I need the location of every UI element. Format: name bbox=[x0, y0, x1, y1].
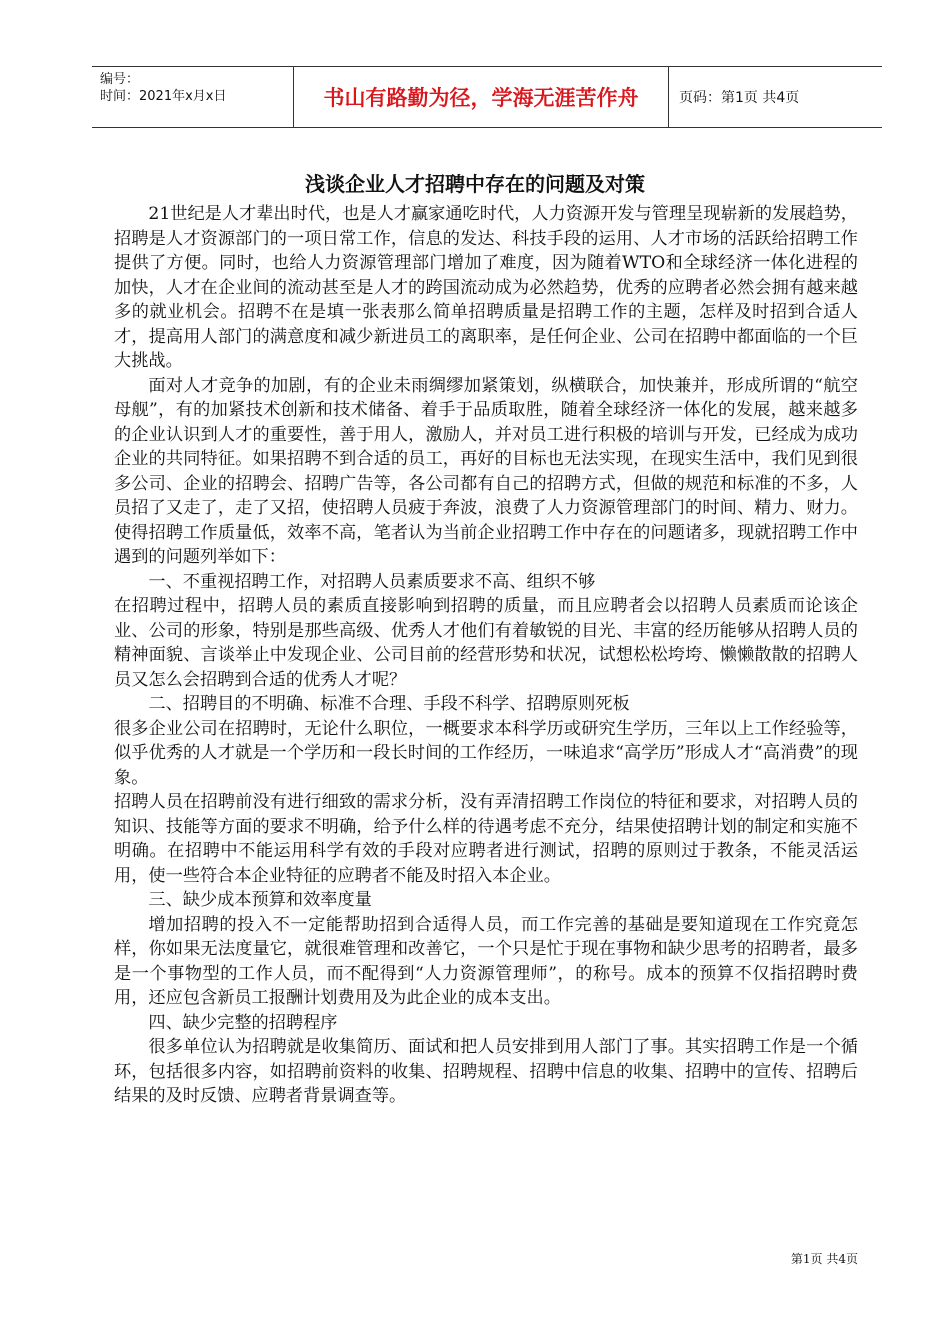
document-title: 浅谈企业人才招聘中存在的问题及对策 bbox=[305, 172, 645, 196]
header-motto: 书山有路勤为径，学海无涯苦作舟 bbox=[294, 67, 669, 127]
section-heading: 一、不重视招聘工作，对招聘人员素质要求不高、组织不够 bbox=[148, 571, 596, 592]
paragraph: 很多企业公司在招聘时，无论什么职位，一概要求本科学历或研究生学历，三年以上工作经验等，似乎优秀的人才就是一个学历和一段长时间的工作经历，一味追求“高学历”形成人才“高消费”的现象。 bbox=[114, 718, 858, 788]
paragraph: 招聘人员在招聘前没有进行细致的需求分析，没有弄清招聘工作岗位的特征和要求，对招聘人员的知识、技能等方面的要求不明确，给予什么样的待遇考虑不充分，结果使招聘计划的制定和实施不明确。在招聘中不能运用科学有效的手段对应聘者进行测试，招聘的原则过于教条，不能灵活运用，使一些符合本企业特征的应聘者不能及时招入本企业。 bbox=[114, 792, 858, 886]
paragraph: 21世纪是人才辈出时代，也是人才赢家通吃时代，人力资源开发与管理呈现崭新的发展趋势，招聘是人才资源部门的一项日常工作，信息的发达、科技手段的运用、人才市场的活跃给招聘工作提供了方便。同时，也给人力资源管理部门增加了难度，因为随着WTO和全球经济一体化进程的加快，人才在企业间的流动甚至是人才的跨国流动成为必然趋势，优秀的应聘者必然会拥有越来越多的就业机会。招聘不在是填一张表那么简单招聘质量是招聘工作的主题，怎样及时招到合适人才，提高用人部门的满意度和减少新进员工的离职率，是任何企业、公司在招聘中都面临的一个巨大挑战。 bbox=[114, 204, 858, 371]
paragraph: 很多单位认为招聘就是收集简历、面试和把人员安排到用人部门了事。其实招聘工作是一个循环，包括很多内容，如招聘前资料的收集、招聘规程、招聘中信息的收集、招聘中的宣传、招聘后结果的及时反馈、应聘者背景调查等。 bbox=[114, 1037, 858, 1106]
section-heading: 二、招聘目的不明确、标准不合理、手段不科学、招聘原则死板 bbox=[148, 694, 630, 714]
paragraph: 面对人才竞争的加剧，有的企业未雨绸缪加紧策划，纵横联合，加快兼并，形成所谓的“航空母舰”，有的加紧技术创新和技术储备、着手于品质取胜，随着全球经济一体化的发展，越来越多的企业认识到人才的重要性，善于用人，激励人，并对员工进行积极的培训与开发，已经成为成功企业的共同特征。如果招聘不到合适的员工，再好的目标也无法实现，在现实生活中，我们见到很多公司、企业的招聘会、招聘广告等，各公司都有自己的招聘方式，但做的规范和标准的不多，人员招了又走了，走了又招，使招聘人员疲于奔波，浪费了人力资源管理部门的时间、精力、财力。使得招聘工作质量低，效率不高，笔者认为当前企业招聘工作中存在的问题诸多，现就招聘工作中遇到的问题列举如下： bbox=[114, 375, 858, 567]
header-page-label: 页码：第1页 共4页 bbox=[679, 90, 800, 106]
section-heading: 三、缺少成本预算和效率度量 bbox=[148, 890, 372, 910]
paragraph: 在招聘过程中，招聘人员的素质直接影响到招聘的质量，而且应聘者会以招聘人员素质而论该企业、公司的形象，特别是那些高级、优秀人才他们有着敏锐的目光、丰富的经历能够从招聘人员的精神面貌、言谈举止中发现企业、公司目前的经营形势和状况，试想松松垮垮、懒懒散散的招聘人员又怎么会招聘到合适的优秀人才呢？ bbox=[114, 596, 858, 690]
header-meta bbox=[92, 67, 294, 127]
paragraph: 增加招聘的投入不一定能帮助招到合适得人员，而工作完善的基础是要知道现在工作究竟怎样，你如果无法度量它，就很难管理和改善它，一个只是忙于现在事物和缺少思考的招聘者，最多是一个事物型的工作人员，而不配得到“人力资源管理师”，的称号。成本的预算不仅指招聘时费用，还应包含新员工报酬计划费用及为此企业的成本支出。 bbox=[114, 914, 858, 1008]
page-header bbox=[92, 66, 882, 128]
page-footer: 第1页 共4页 bbox=[790, 1252, 858, 1266]
time-label: 时间：2021年x月x日 bbox=[100, 89, 227, 104]
section-heading: 四、缺少完整的招聘程序 bbox=[148, 1012, 338, 1033]
document-body bbox=[114, 202, 858, 1109]
code-label: 编号： bbox=[100, 72, 140, 87]
